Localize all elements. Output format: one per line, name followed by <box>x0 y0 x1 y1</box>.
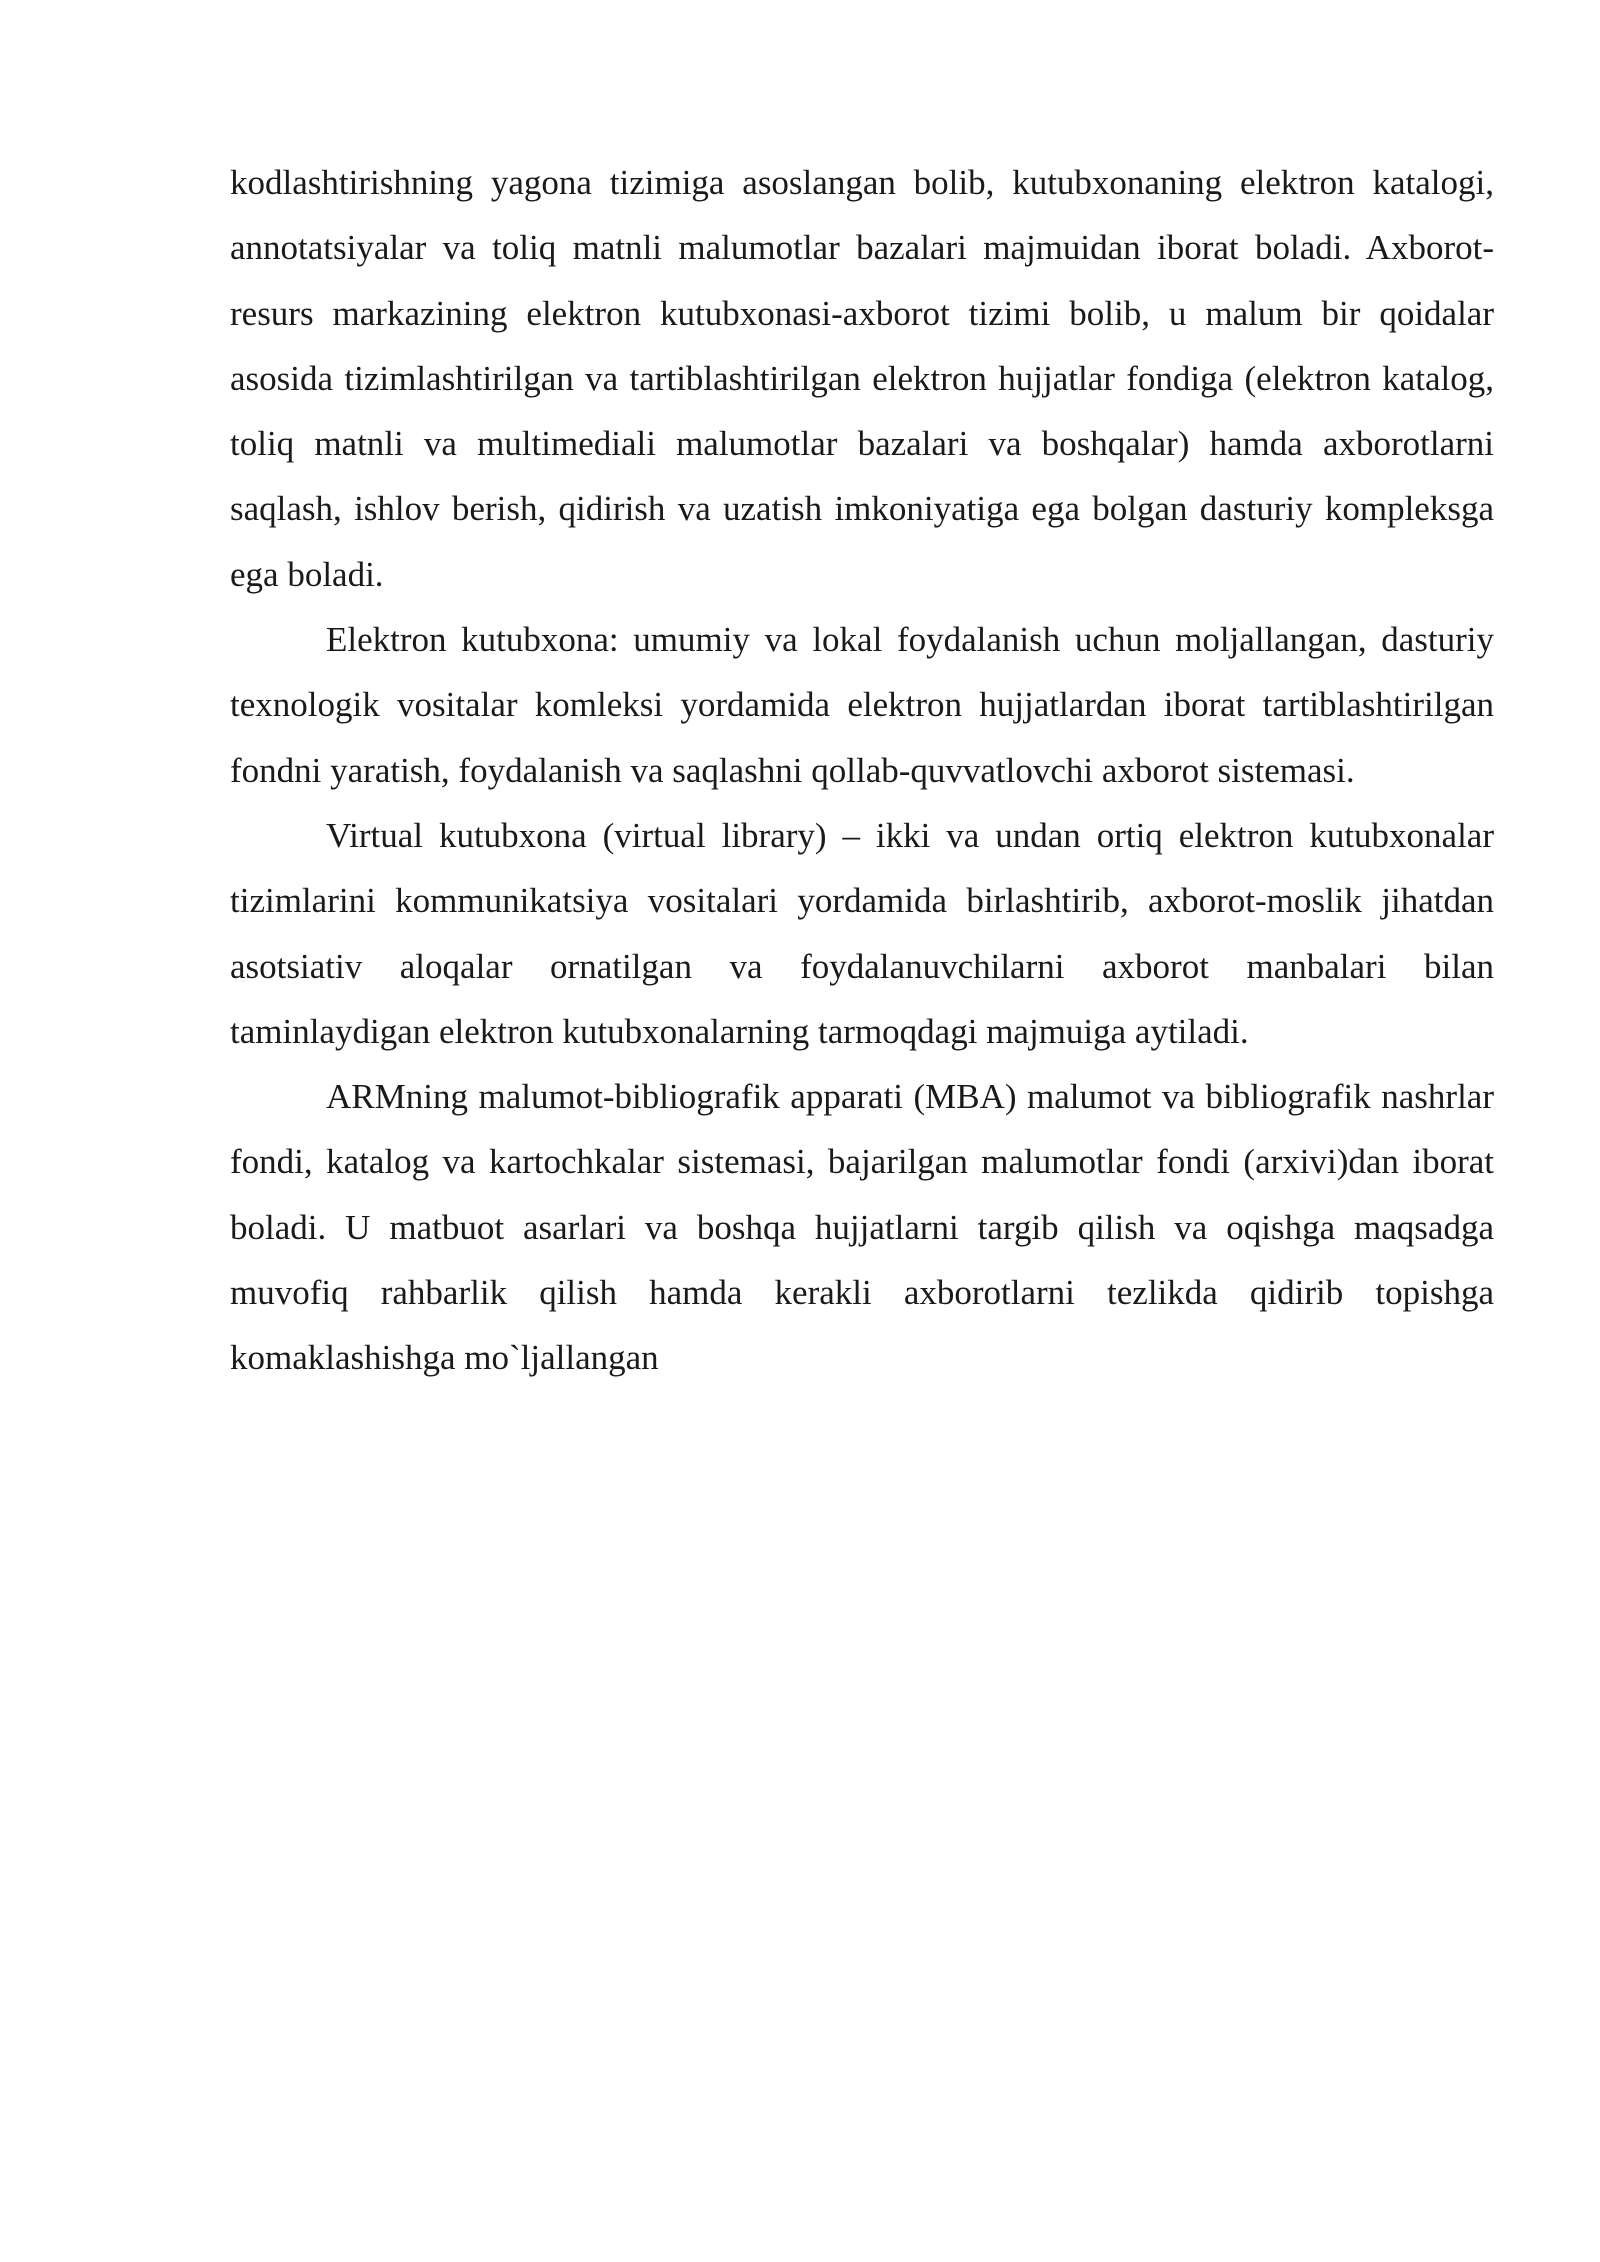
paragraph-1: kodlashtirishning yagona tizimiga asoslangan bolib, kutubxonaning elektron katalogi, annotatsiyalar va toliq matnli malumotlar bazalari majmuidan iborat boladi. Axborot-resurs markazining elektron kutubxonasi-axborot tizimi bolib, u malum bir qoidalar asosida tizimlashtirilgan va tartiblashtirilgan elektron hujjatlar fondiga (elektron katalog, toliq matnli va multimediali malumotlar bazalari va boshqalar) hamda axborotlarni saqlash, ishlov berish, qidirish va uzatish imkoniyatiga ega bolgan dasturiy kompleksga ega boladi. <box>230 163 1494 594</box>
paragraph-4: ARMning malumot-bibliografik apparati (MBA) malumot va bibliografik nashrlar fondi, katalog va kartochkalar sistemasi, bajarilgan malumotlar fondi (arxivi)dan iborat boladi. U matbuot asarlari va boshqa hujjatlarni targib qilish va oqishga maqsadga muvofiq rahbarlik qilish hamda kerakli axborotlarni tezlikda qidirib topishga komaklashishga mo`ljallangan <box>230 1077 1494 1378</box>
paragraph-2: Elektron kutubxona: umumiy va lokal foydalanish uchun moljallangan, dasturiy texnologik vositalar komleksi yordamida elektron hujjatlardan iborat tartiblashtirilgan fondni yaratish, foydalanish va saqlashni qollab-quvvatlovchi axborot sistemasi. <box>230 620 1494 790</box>
paragraph-3: Virtual kutubxona (virtual library) – ikki va undan ortiq elektron kutubxonalar tizimlarini kommunikatsiya vositalari yordamida birlashtirib, axborot-moslik jihatdan asotsiativ aloqalar ornatilgan va foydalanuvchilarni axborot manbalari bilan taminlaydigan elektron kutubxonalarning tarmoqdagi majmuiga aytiladi. <box>230 815 1494 1051</box>
body-text <box>230 150 1494 1391</box>
